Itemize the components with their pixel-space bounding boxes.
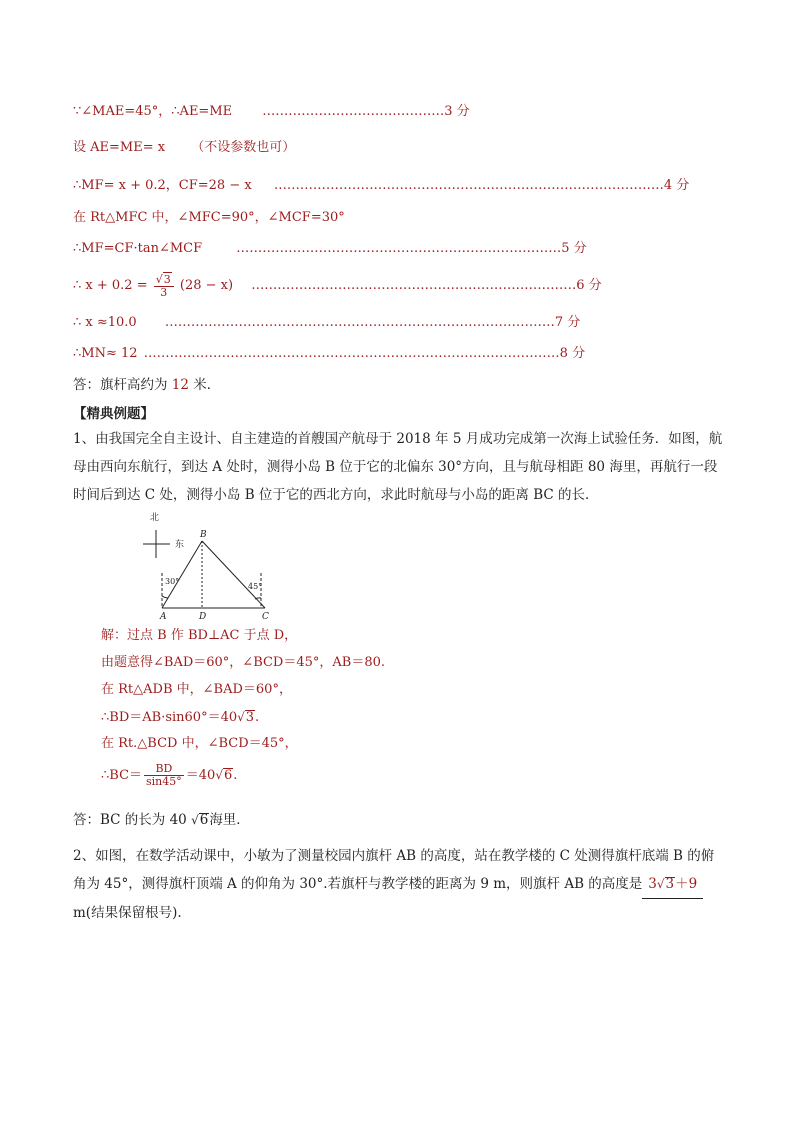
step-3-dots: ……………………………………………………………………………… [273, 178, 664, 193]
solution-line-2: 由题意得∠BAD＝60°，∠BCD＝45°，AB＝80. [101, 655, 386, 670]
step-6-num: 3 [163, 273, 171, 286]
problem-1: 1、由我国完全自主设计、自主建造的首艘国产航母于 2018 年 5 月成功完成第一次海上试验任务．如图，航母由西向东航行，到达 A 处时，测得小岛 B 位于它的北偏东 30°方向，且与航母相距 80 海里，再航行一段时间后到达 C 处，测得小岛 B 位于它的西北方向，求此时航母与小岛的距离 BC 的长． [73, 431, 723, 503]
blank-constant: ＋9 [675, 876, 698, 892]
solution-line-6-a: ∴BC＝ [101, 768, 143, 783]
step-6-dots: ………………………………………………………………… [251, 278, 577, 293]
solution-line-6-radicand: 6 [223, 768, 233, 783]
segment-bc [202, 541, 265, 608]
answer-1-prefix: 答：旗杆高约为 [73, 377, 172, 393]
solution-line-4: ∴BD＝AB·sin60°＝40√3. [101, 710, 260, 725]
step-4-text: 在 Rt△MFC 中，∠MFC=90°，∠MCF=30° [73, 210, 345, 225]
label-c: C [262, 612, 269, 620]
step-1-dots: …………………………………… [262, 104, 445, 119]
solution-line-6-num: BD [144, 763, 184, 776]
solution-line-6-den: sin45° [146, 775, 182, 788]
solution-line-1: 解：过点 B 作 BD⊥AC 于点 D， [101, 628, 298, 643]
answer-2-suffix: 海里． [209, 812, 250, 828]
angle-a-label: 30° [165, 577, 180, 586]
step-3 [73, 177, 689, 195]
solution-line-4-radicand: 3 [245, 710, 255, 725]
label-d: D [199, 612, 207, 620]
blank-radicand: 3 [665, 876, 675, 892]
answer-2-radicand: 6 [199, 812, 209, 828]
triangle-figure [138, 508, 278, 620]
problem-2 [73, 842, 723, 927]
step-6-fraction: $\frac{√3}{3}$ [154, 272, 174, 299]
solution-line-6-b: ＝40 [185, 768, 216, 783]
step-7-text: ∴ x ≈10.0 [73, 315, 137, 330]
step-6-score: 6 分 [576, 278, 602, 293]
step-4 [73, 209, 345, 227]
solution-line-6: ∴BC＝ $\frac{BD}{\sin 45^\circ}$ ＝40√6. [101, 762, 238, 788]
step-7-score: 7 分 [554, 315, 581, 330]
solution-line-6-c: . [233, 768, 238, 783]
solution-line-5: 在 Rt.△BCD 中，∠BCD＝45°， [101, 736, 298, 751]
problem-2-suffix: m(结果保留根号). [73, 905, 182, 921]
step-7-dots: ……………………………………………………………………………… [164, 315, 555, 330]
problem-2-text: 2、如图，在数学活动课中，小敏为了测量校园内旗杆 AB 的高度，站在教学楼的 C 处测得旗杆底端 B 的俯角为 45°，测得旗杆顶端 A 的仰角为 30°.若旗杆与教学楼的距离为 9 m，则旗杆 AB 的高度是 [73, 848, 715, 892]
step-6-suffix: (28 − x) [179, 278, 234, 293]
angle-arc-c [255, 598, 261, 599]
solution-line-3: 在 Rt△ADB 中，∠BAD＝60°， [101, 682, 292, 697]
step-5 [73, 240, 587, 258]
angle-arc-a [162, 596, 168, 598]
step-3-score: 4 分 [663, 178, 690, 193]
angle-c-label: 45° [248, 582, 263, 591]
step-5-text: ∴MF=CF·tan∠MCF [73, 241, 203, 256]
east-label: 东 [175, 540, 185, 550]
answer-2: 答：BC 的长为 40 √6海里． [73, 812, 250, 828]
solution-line-4-a: ∴BD＝AB·sin60°＝40 [101, 710, 238, 725]
north-label: 北 [150, 513, 160, 523]
step-5-dots: ………………………………………………………………… [236, 241, 562, 256]
answer-2-prefix: 答：BC 的长为 40 [73, 812, 192, 828]
step-8-score: 8 分 [559, 346, 586, 361]
section-title: 【精典例题】 [73, 406, 154, 422]
step-2-note: （不设参数也可） [191, 140, 296, 155]
step-1-score: 3 分 [444, 104, 470, 119]
label-a: A [160, 612, 167, 620]
step-7 [73, 314, 580, 332]
answer-1-value: 12 [171, 377, 189, 393]
step-1-text: ∵∠MAE=45°，∴AE=ME [73, 104, 233, 119]
label-b: B [200, 530, 207, 540]
problem-2-answer-blank: 3√3＋9 [642, 870, 703, 899]
step-6-den: 3 [160, 286, 168, 299]
step-6-prefix: ∴ x + 0.2 = [73, 278, 148, 293]
solution-line-6-fraction [144, 763, 184, 788]
step-1 [73, 103, 470, 121]
step-6 [73, 272, 602, 299]
step-2 [73, 139, 295, 157]
blank-coefficient: 3 [648, 876, 657, 892]
step-8 [73, 345, 585, 363]
step-8-dots: …………………………………………………………………………………… [143, 346, 560, 361]
step-5-score: 5 分 [561, 241, 587, 256]
answer-1-suffix: 米． [188, 377, 221, 393]
answer-1 [73, 376, 220, 394]
step-8-text: ∴MN≈ 12 [73, 346, 138, 361]
solution-line-4-b: . [255, 710, 260, 725]
step-3-text: ∴MF= x + 0.2，CF=28 − x [73, 178, 252, 193]
step-2-text: 设 AE=ME= x [73, 140, 166, 155]
